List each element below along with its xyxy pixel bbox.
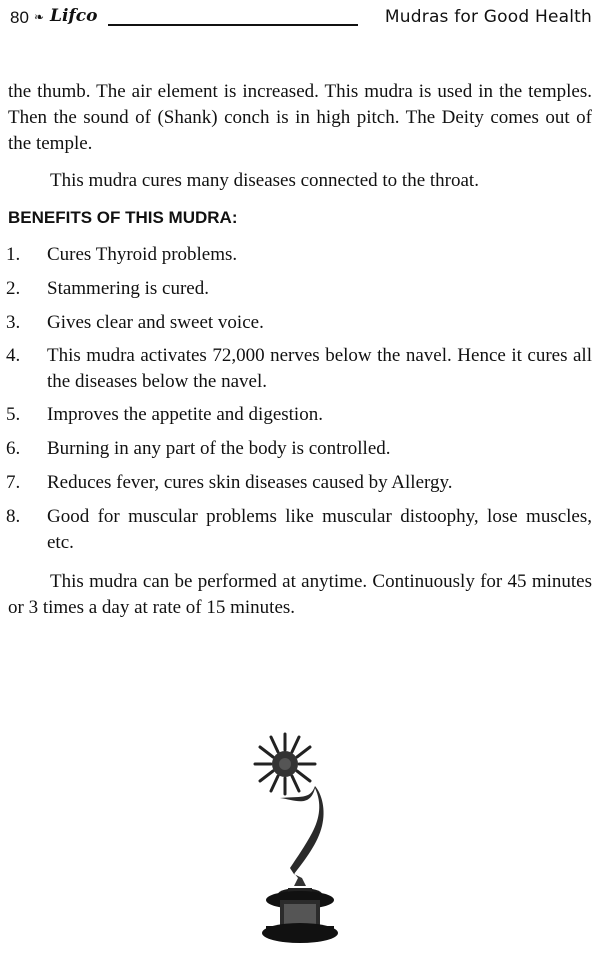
paragraph-intro: the thumb. The air element is increased. This mudra is used in the temples. Then the sound of (Shank) conch is in high pitch. The Deity comes out of the temple. xyxy=(8,81,592,154)
list-item: 1. Cures Thyroid problems. xyxy=(6,244,238,265)
sun-trophy-icon xyxy=(250,728,350,948)
list-item: 5. Improves the appetite and digestion. xyxy=(6,404,323,425)
page-header xyxy=(0,0,600,40)
list-item: 8. Good for muscular problems like muscular distoophy, lose muscles, etc. xyxy=(6,506,592,553)
page-number: 80 xyxy=(10,8,29,27)
list-item: 7. Reduces fever, cures skin diseases caused by Allergy. xyxy=(6,472,453,493)
list-item: 2. Stammering is cured. xyxy=(6,278,209,299)
paragraph-throat: This mudra cures many diseases connected to the throat. xyxy=(50,170,479,191)
running-title: Mudras for Good Health xyxy=(384,7,592,27)
header-rule xyxy=(108,24,358,26)
ornament-icon: ❧ xyxy=(34,10,45,24)
brand-logo: Lifco xyxy=(50,6,98,26)
section-heading: BENEFITS OF THIS MUDRA: xyxy=(8,208,238,227)
list-item: 4. This mudra activates 72,000 nerves below the navel. Hence it cures all the diseases below the navel. xyxy=(6,345,592,392)
list-item: 3. Gives clear and sweet voice. xyxy=(6,312,264,333)
paragraph-timing: This mudra can be performed at anytime. Continuously for 45 minutes or 3 times a day at rate of 15 minutes. xyxy=(8,571,592,618)
trophy-illustration xyxy=(250,728,350,948)
list-item: 6. Burning in any part of the body is controlled. xyxy=(6,438,391,459)
